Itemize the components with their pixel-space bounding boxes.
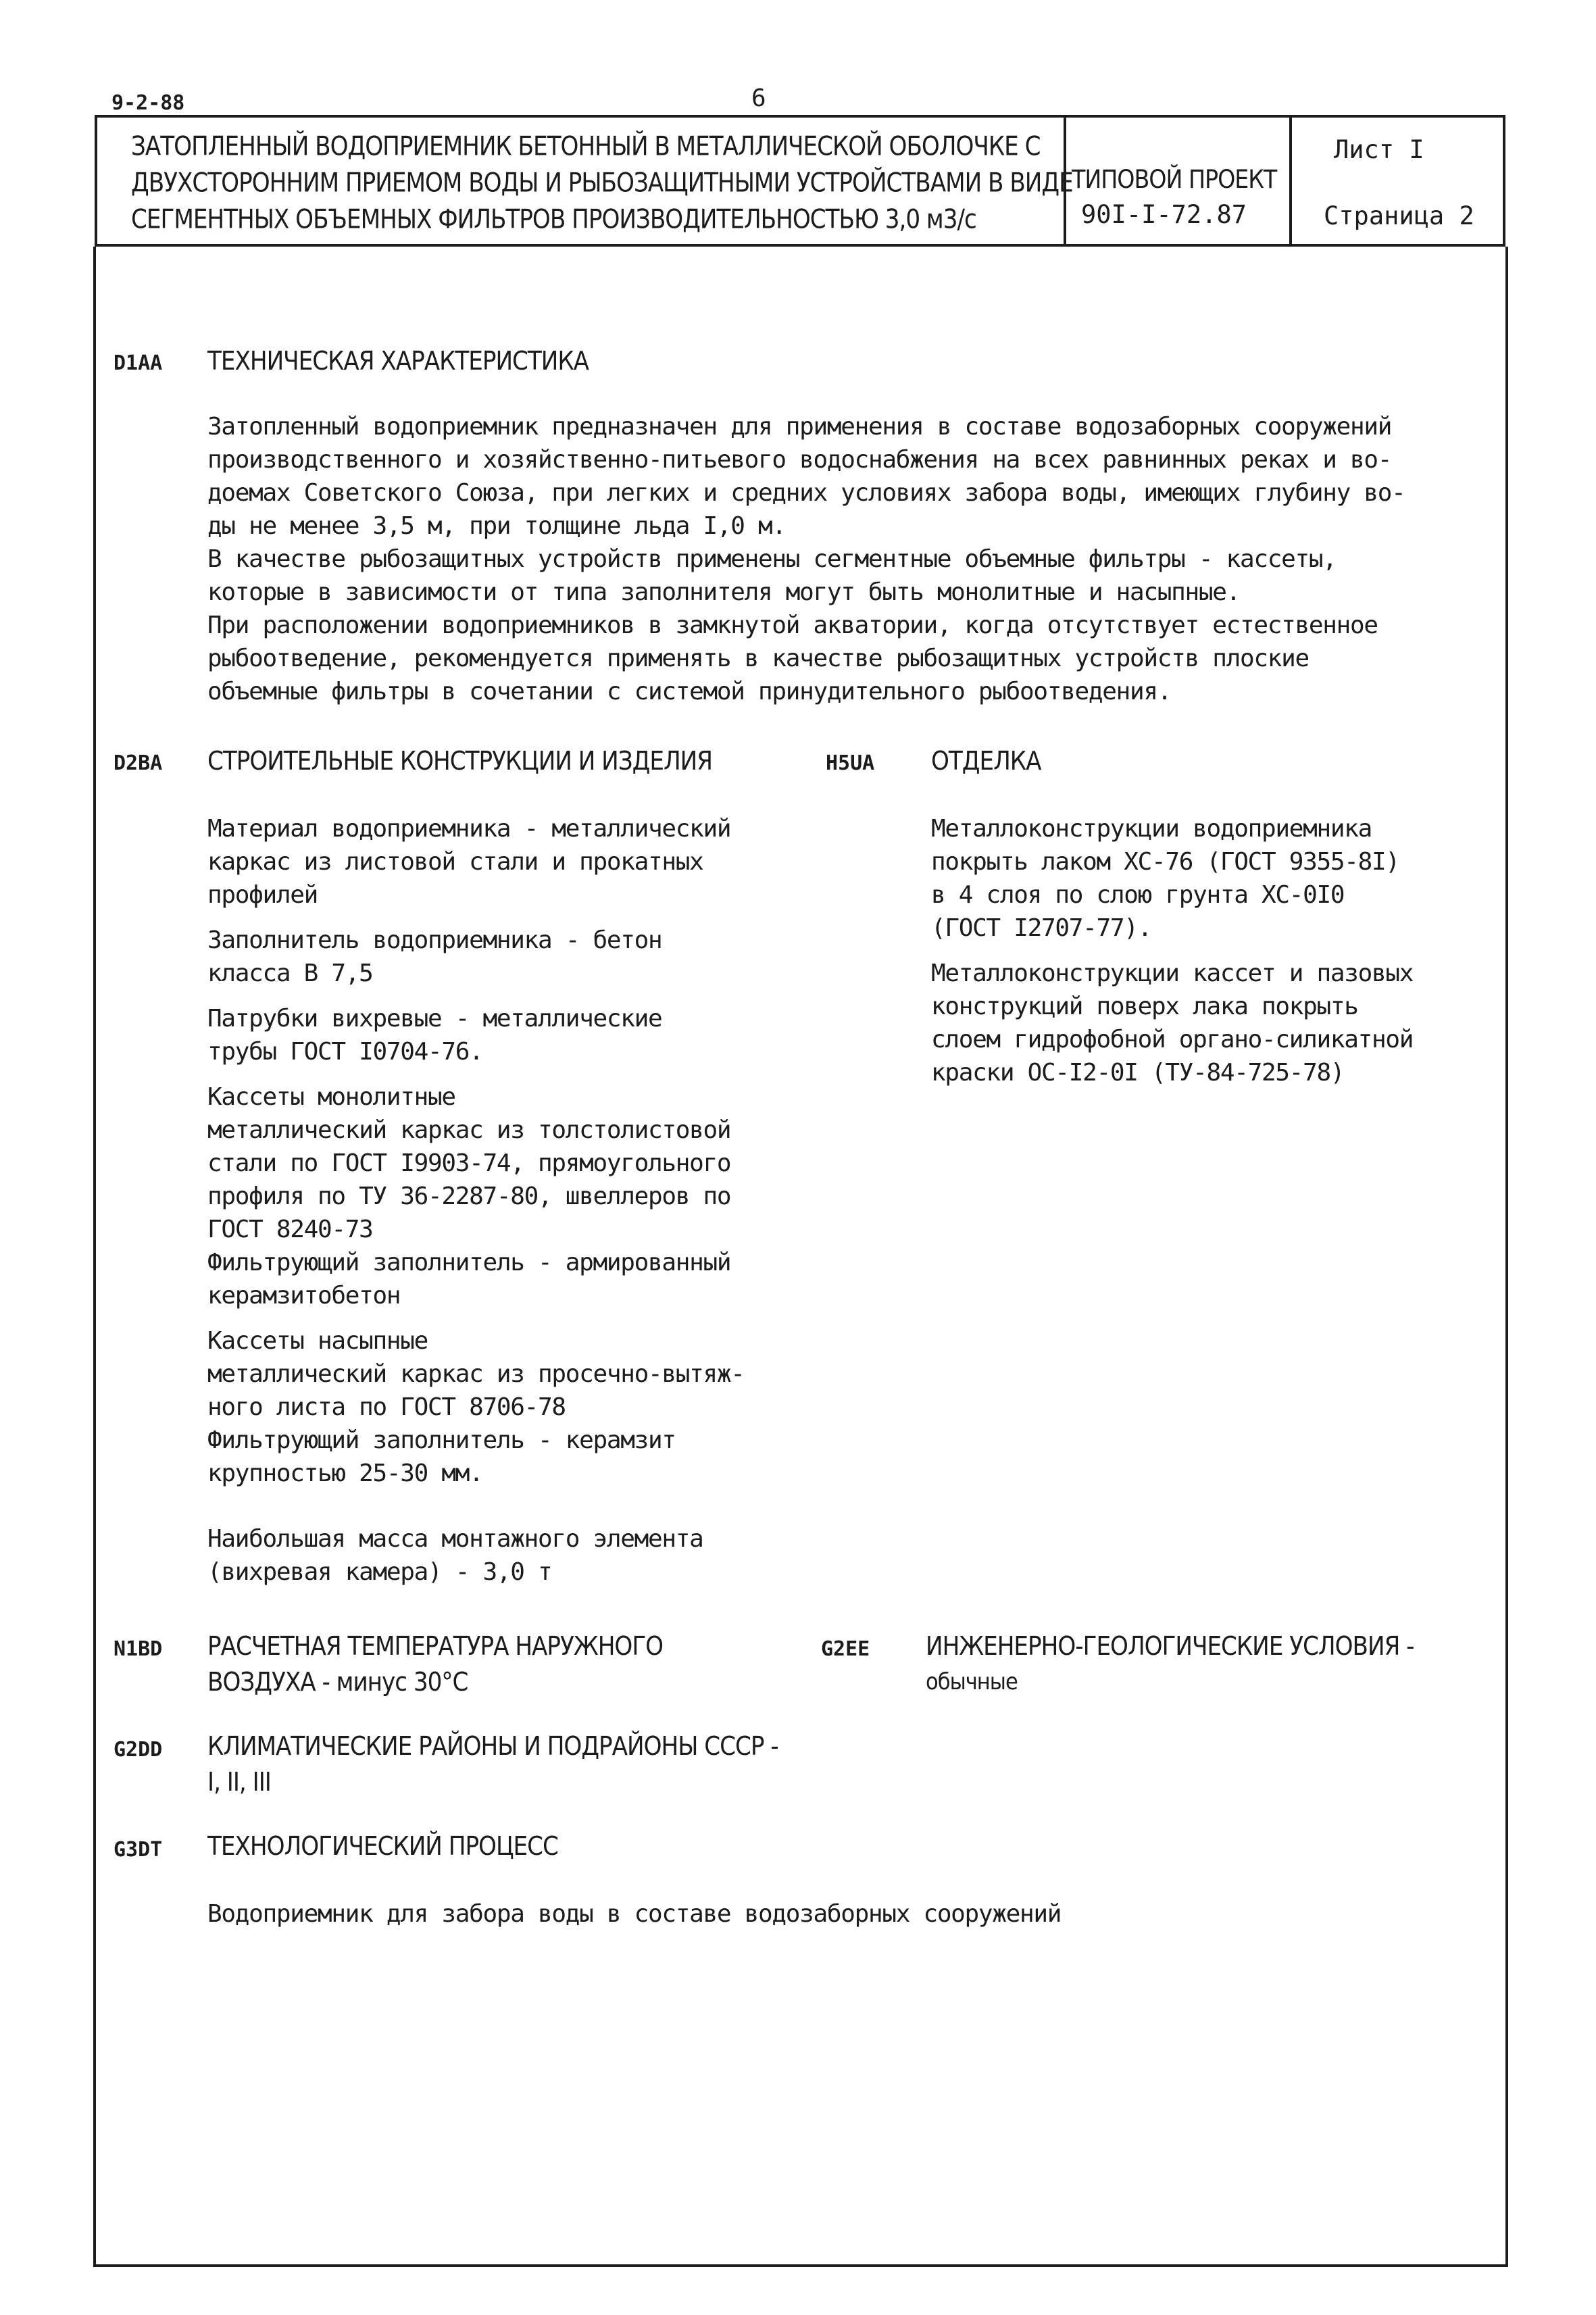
- paragraph-line: металлический каркас из толстолистовой: [207, 1116, 731, 1144]
- paragraph-line: объемные фильтры в сочетании с системой принудительного рыбоотведения.: [207, 678, 1172, 705]
- paragraph-line: Водоприемник для забора воды в составе водозаборных сооружений: [207, 1900, 1062, 1928]
- project-title-line: СЕГМЕНТНЫХ ОБЪЕМНЫХ ФИЛЬТРОВ ПРОИЗВОДИТЕЛЬНОСТЬЮ 3,0 м3/с: [131, 203, 976, 234]
- title-block: [95, 115, 1505, 247]
- section-title: [207, 1728, 778, 1800]
- section-code: G3DT: [114, 1838, 163, 1862]
- paragraph-line: В качестве рыбозащитных устройств применены сегментные объемные фильтры - кассеты,: [207, 545, 1337, 573]
- paragraph-line: (ГОСТ I2707-77).: [931, 914, 1151, 942]
- paragraph-line: Металлоконструкции водоприемника: [931, 815, 1372, 843]
- divider: [1289, 118, 1292, 244]
- section-title-line: КЛИМАТИЧЕСКИЕ РАЙОНЫ И ПОДРАЙОНЫ СССР -: [207, 1731, 778, 1761]
- paragraph-line: керамзитобетон: [207, 1282, 401, 1310]
- section-code: H5UA: [826, 751, 875, 775]
- section-title: ТЕХНИЧЕСКАЯ ХАРАКТЕРИСТИКА: [207, 346, 589, 376]
- paragraph-line: Патрубки вихревые - металлические: [207, 1005, 662, 1032]
- paragraph-line: покрыть лаком ХС-76 (ГОСТ 9355-8I): [931, 848, 1399, 876]
- section-title: [207, 1628, 663, 1700]
- paragraph-line: (вихревая камера) - 3,0 т: [207, 1558, 552, 1586]
- paragraph-line: конструкций поверх лака покрыть: [931, 993, 1358, 1020]
- paragraph-line: Кассеты монолитные: [207, 1083, 455, 1111]
- section-paragraph: [931, 812, 1413, 1089]
- paragraph-line: профилей: [207, 881, 318, 909]
- section-code: G2DD: [114, 1738, 163, 1762]
- paragraph-line: каркас из листовой стали и прокатных: [207, 848, 703, 876]
- section-title-line: РАСЧЕТНАЯ ТЕМПЕРАТУРА НАРУЖНОГО: [207, 1631, 664, 1661]
- section-code: D2BA: [114, 751, 163, 775]
- section-title: [926, 1628, 1414, 1700]
- section-code: N1BD: [114, 1637, 163, 1661]
- section-title: ТЕХНОЛОГИЧЕСКИЙ ПРОЦЕСС: [207, 1831, 558, 1861]
- paragraph-line: производственного и хозяйственно-питьевого водоснабжения на всех равнинных реках и во-: [207, 446, 1392, 474]
- paragraph-line: профиля по ТУ 36-2287-80, швеллеров по: [207, 1183, 731, 1210]
- section-paragraph: [207, 1897, 1061, 1931]
- paragraph-line: Фильтрующий заполнитель - керамзит: [207, 1426, 676, 1454]
- page-label: Страница 2: [1324, 201, 1474, 230]
- section-title: ОТДЕЛКА: [931, 746, 1041, 776]
- paragraph-line: трубы ГОСТ I0704-76.: [207, 1038, 483, 1066]
- paragraph-line: крупностью 25-30 мм.: [207, 1460, 483, 1487]
- paragraph-line: Кассеты насыпные: [207, 1327, 428, 1355]
- project-type-label: ТИПОВОЙ ПРОЕКТ: [1072, 165, 1277, 194]
- paragraph-line: слоем гидрофобной органо-силикатной: [931, 1026, 1414, 1053]
- section-code: D1AA: [114, 351, 163, 375]
- paragraph-line: ного листа по ГОСТ 8706-78: [207, 1393, 566, 1421]
- paragraph-line: в 4 слоя по слою грунта ХС-0I0: [931, 881, 1345, 909]
- project-title-line: ДВУХСТОРОННИМ ПРИЕМОМ ВОДЫ И РЫБОЗАЩИТНЫМИ УСТРОЙСТВАМИ В ВИДЕ: [131, 167, 1073, 198]
- section-title-line: ВОЗДУХА - минус 30°С: [207, 1667, 468, 1697]
- page-number: 6: [751, 84, 766, 112]
- paragraph-line: Материал водоприемника - металлический: [207, 815, 731, 843]
- paragraph-line: Затопленный водоприемник предназначен для применения в составе водозаборных сооружений: [207, 413, 1392, 441]
- section-code: G2EE: [821, 1637, 870, 1661]
- project-title-line: ЗАТОПЛЕННЫЙ ВОДОПРИЕМНИК БЕТОННЫЙ В МЕТАЛЛИЧЕСКОЙ ОБОЛОЧКЕ С: [131, 130, 1041, 161]
- paragraph-line: рыбоотведение, рекомендуется применять в качестве рыбозащитных устройств плоские: [207, 645, 1309, 672]
- paragraph-line: Наибольшая масса монтажного элемента: [207, 1525, 703, 1553]
- paragraph-line: краски ОС-I2-0I (ТУ-84-725-78): [931, 1059, 1345, 1087]
- paragraph-line: которые в зависимости от типа заполнителя могут быть монолитные и насыпные.: [207, 578, 1241, 606]
- paragraph-line: Заполнитель водоприемника - бетон: [207, 926, 662, 954]
- paragraph-line: ГОСТ 8240-73: [207, 1216, 373, 1243]
- section-title-line: обычные: [926, 1668, 1018, 1695]
- paragraph-line: доемах Советского Союза, при легких и средних условиях забора воды, имеющих глубину во-: [207, 479, 1405, 507]
- section-paragraph: [207, 410, 1405, 708]
- divider: [1064, 118, 1066, 244]
- paragraph-line: ды не менее 3,5 м, при толщине льда I,0 м.: [207, 512, 786, 540]
- section-title: СТРОИТЕЛЬНЫЕ КОНСТРУКЦИИ И ИЗДЕЛИЯ: [207, 746, 712, 776]
- sheet-label: Лист I: [1334, 135, 1424, 164]
- paragraph-line: Фильтрующий заполнитель - армированный: [207, 1249, 731, 1276]
- project-number: 90I-I-72.87: [1081, 200, 1247, 229]
- paragraph-line: класса В 7,5: [207, 960, 373, 987]
- section-title-line: I, II, III: [207, 1767, 271, 1797]
- paragraph-line: стали по ГОСТ I9903-74, прямоугольного: [207, 1149, 731, 1177]
- document-code: 9-2-88: [111, 91, 185, 115]
- paragraph-line: металлический каркас из просечно-вытяж-: [207, 1360, 745, 1388]
- section-paragraph: [207, 812, 745, 1589]
- section-title-line: ИНЖЕНЕРНО-ГЕОЛОГИЧЕСКИЕ УСЛОВИЯ -: [926, 1631, 1414, 1661]
- paragraph-line: При расположении водоприемников в замкнутой акватории, когда отсутствует естественное: [207, 612, 1378, 639]
- project-title: [131, 128, 1158, 237]
- paragraph-line: Металлоконструкции кассет и пазовых: [931, 960, 1414, 987]
